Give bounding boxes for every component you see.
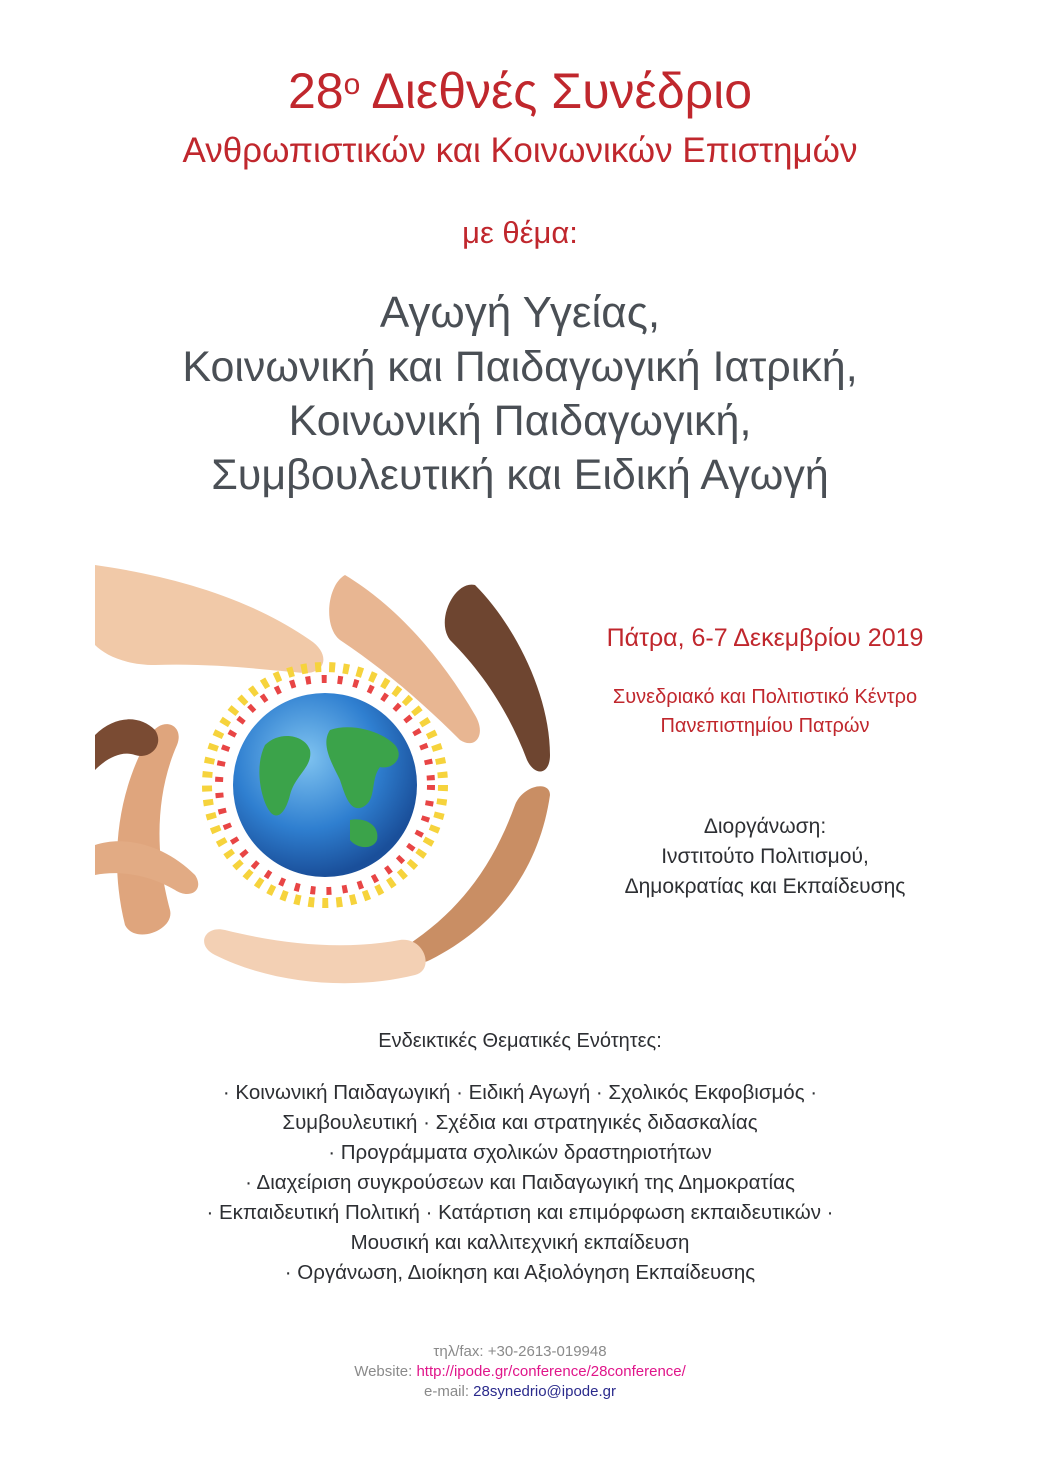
sections-list xyxy=(0,1078,1040,1288)
venue-line: Συνεδριακό και Πολιτιστικό Κέντρο xyxy=(612,686,918,708)
email-label: e-mail: xyxy=(423,1383,469,1400)
phone-value: +30-2613-019948 xyxy=(487,1343,607,1360)
main-topic xyxy=(0,286,1040,502)
organizer-line: Ινστιτούτο Πολιτισμού, xyxy=(661,845,869,868)
phone-row xyxy=(0,1342,1040,1362)
event-venue xyxy=(560,683,970,741)
website-link[interactable]: http://ipode.gr/conference/28conference/ xyxy=(416,1363,686,1380)
title-rest: Διεθνές Συνέδριο xyxy=(371,63,753,119)
organizer-line: Δημοκρατίας και Εκπαίδευσης xyxy=(624,875,906,898)
section-line: Συμβουλευτική · Σχέδια και στρατηγικές διδασκαλίας xyxy=(282,1111,758,1134)
theme-label: με θέμα: xyxy=(462,215,578,250)
contact-info xyxy=(0,1342,1040,1402)
conference-subtitle: Ανθρωπιστικών και Κοινωνικών Επιστημών xyxy=(182,131,858,170)
section-line: · Οργάνωση, Διοίκηση και Αξιολόγηση Εκπαίδευσης xyxy=(284,1261,756,1284)
topic-line: Κοινωνική Παιδαγωγική, xyxy=(288,397,752,445)
section-line: · Προγράμματα σχολικών δραστηριοτήτων xyxy=(328,1141,712,1164)
title-number: 28 xyxy=(287,63,344,119)
section-line: · Διαχείριση συγκρούσεων και Παιδαγωγική της Δημοκρατίας xyxy=(245,1171,795,1194)
event-date: Πάτρα, 6-7 Δεκεμβρίου 2019 xyxy=(606,624,924,652)
conference-title xyxy=(0,62,1040,120)
email-link[interactable]: 28synedrio@ipode.gr xyxy=(473,1383,616,1400)
phone-label: τηλ/fax: xyxy=(433,1343,484,1360)
website-label: Website: xyxy=(354,1363,413,1380)
sections-heading: Ενδεικτικές Θεματικές Ενότητες: xyxy=(378,1030,662,1052)
organizer-label: Διοργάνωση: xyxy=(703,815,827,838)
organizer xyxy=(560,812,970,902)
topic-line: Κοινωνική και Παιδαγωγική Ιατρική, xyxy=(182,343,858,391)
title-ordinal: ο xyxy=(343,68,361,101)
topic-line: Αγωγή Υγείας, xyxy=(379,288,661,337)
topic-line: Συμβουλευτική και Ειδική Αγωγή xyxy=(211,451,829,499)
hands-around-globe-icon xyxy=(95,545,555,990)
section-line: · Κοινωνική Παιδαγωγική · Ειδική Αγωγή · Σχολικός Εκφοβισμός · xyxy=(222,1081,818,1104)
section-line: Μουσική και καλλιτεχνική εκπαίδευση xyxy=(350,1231,690,1254)
venue-line: Πανεπιστημίου Πατρών xyxy=(660,715,870,737)
email-row xyxy=(0,1382,1040,1402)
website-row xyxy=(0,1362,1040,1382)
section-line: · Εκπαιδευτική Πολιτική · Κατάρτιση και επιμόρφωση εκπαιδευτικών · xyxy=(206,1201,834,1224)
